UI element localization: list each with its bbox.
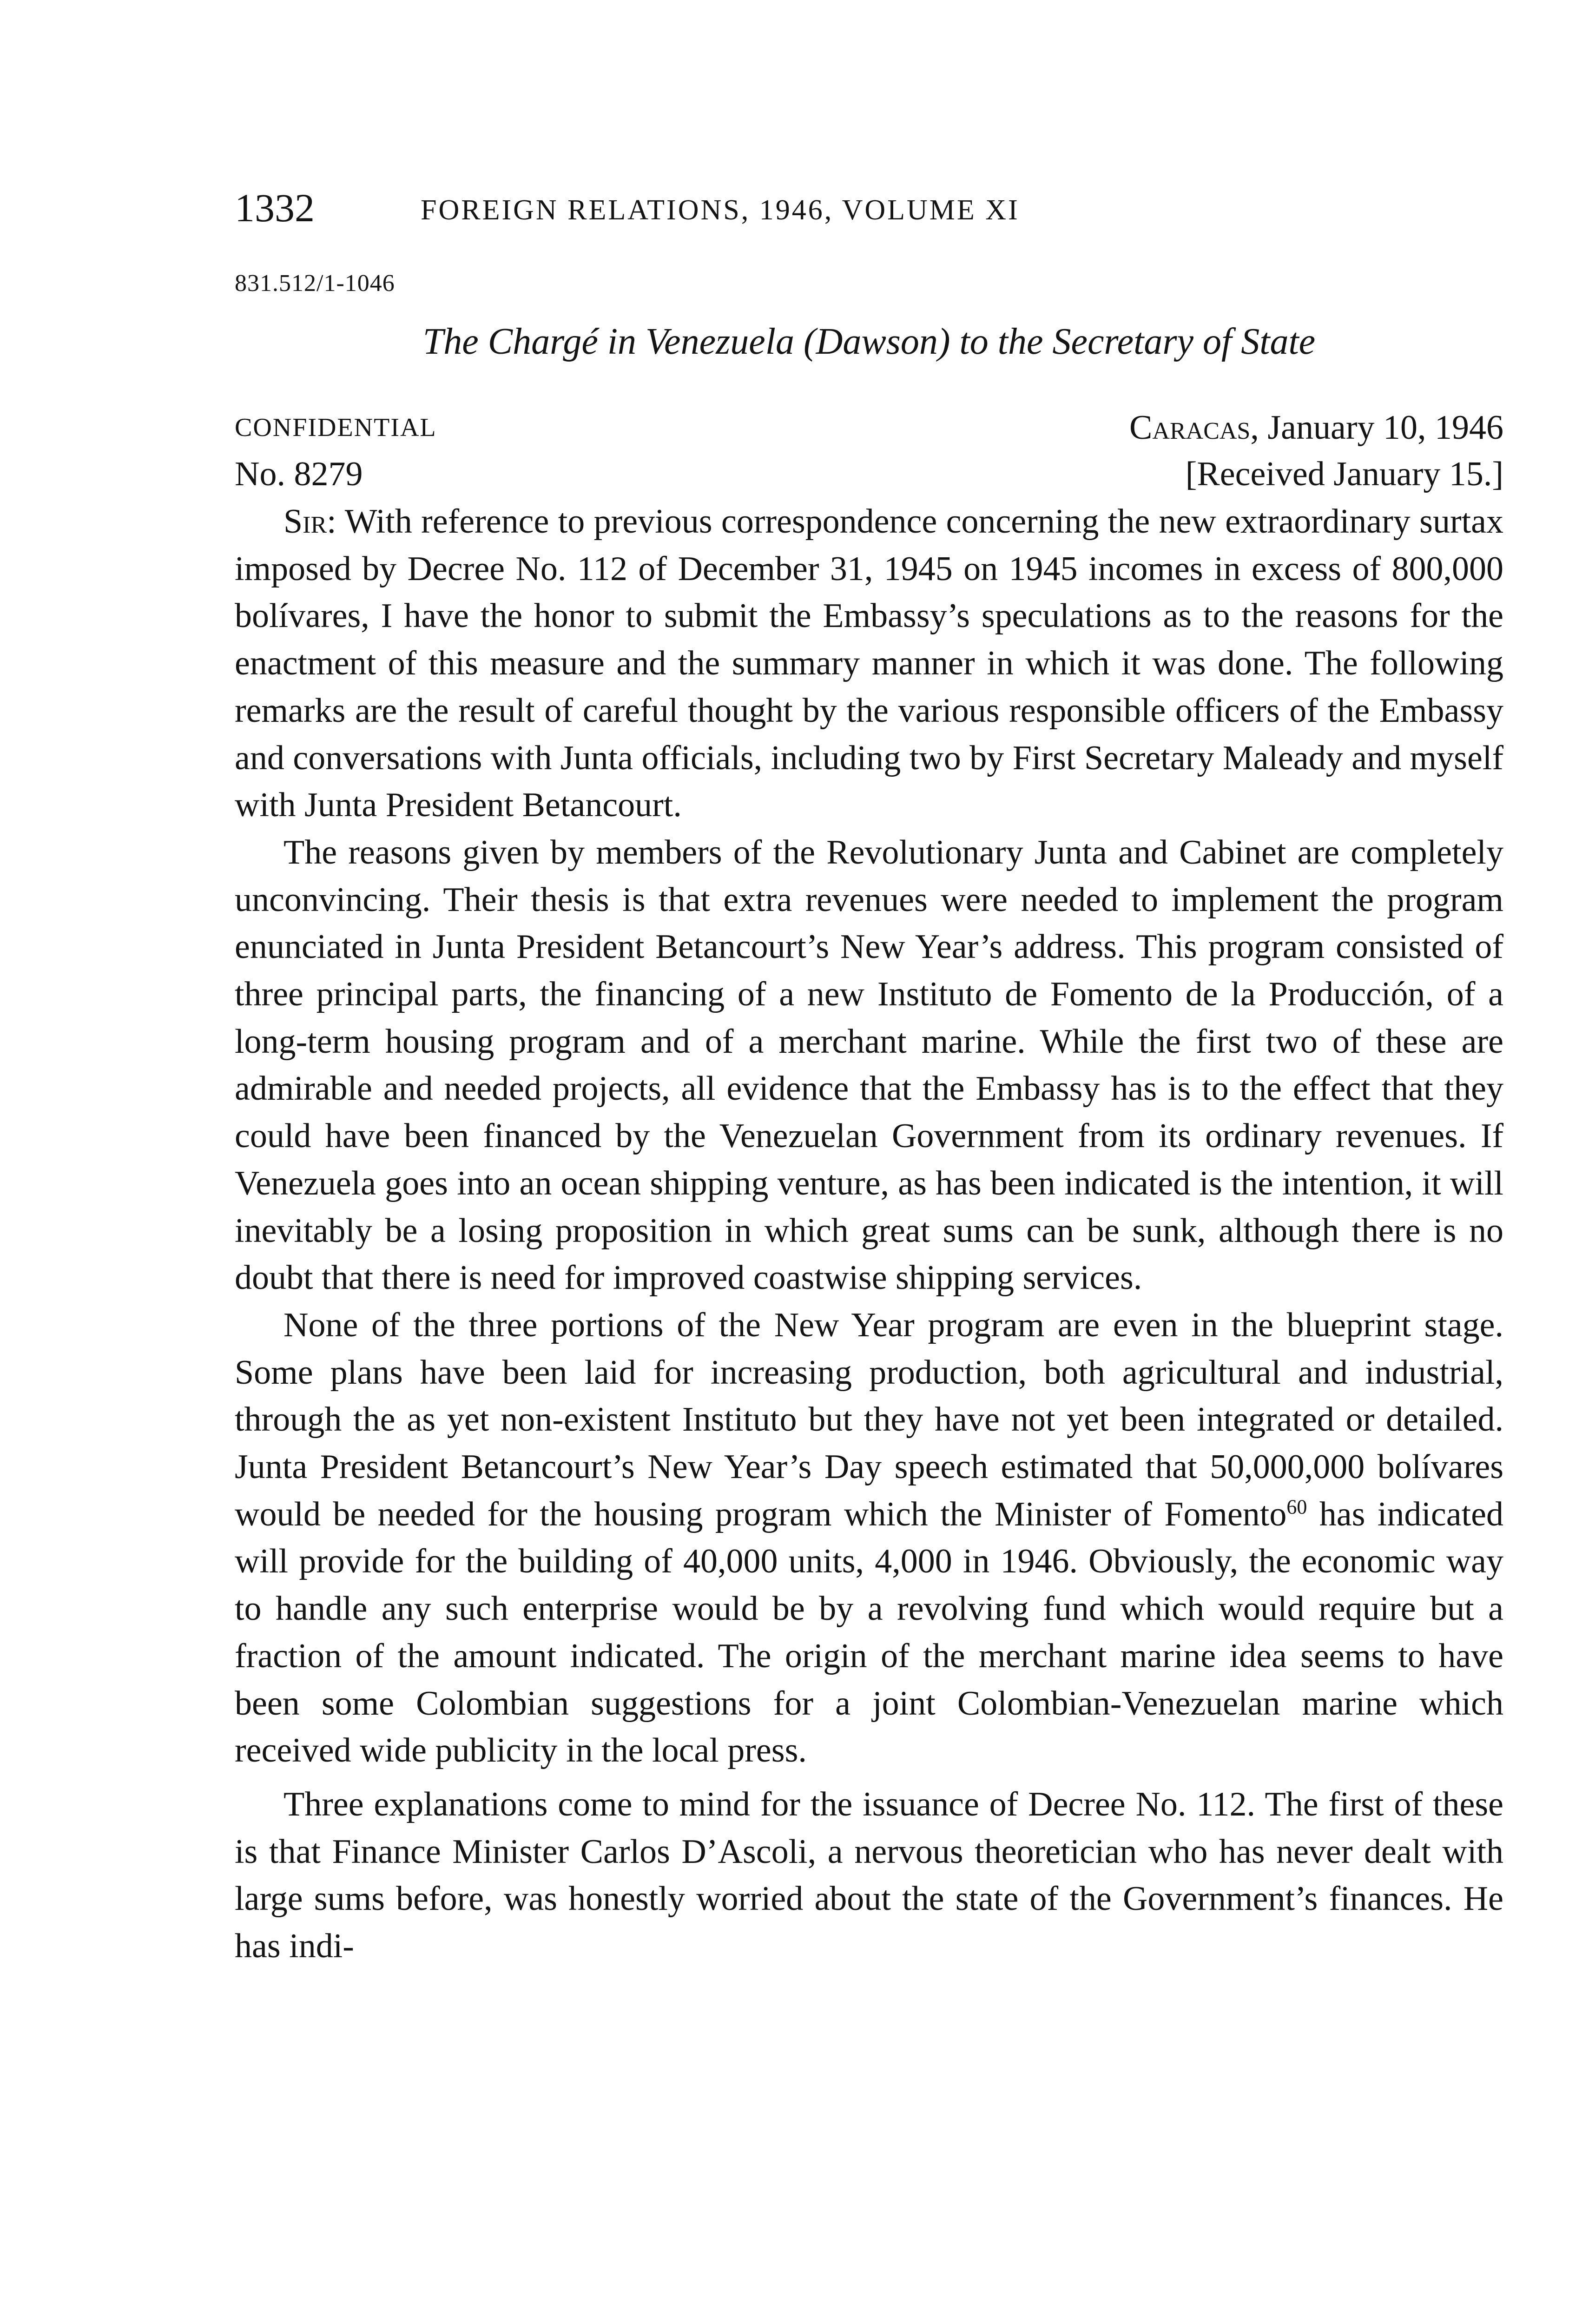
page-number: 1332: [235, 185, 315, 230]
paragraph-1-text: : With reference to previous correspondence concerning the new extraordinary surtax imposed by Decree No. 112 of December 31, 1945 on 1945 incomes in excess of 800,000 bolívares, I have the honor to submit the Embassy’s speculations as to the reasons for the enactment of this measure and the summary manner in which it was done. The following remarks are the result of careful thought by the various responsible officers of the Embassy and conversations with Junta officials, including two by First Secretary Maleady and myself with Junta President Betancourt.: [235, 502, 1503, 825]
paragraph-4: Three explanations come to mind for the issuance of Decree No. 112. The first of these is that Finance Minister Carlos D’Ascoli, a nervous theoretician who has never dealt with large sums before, was honestly worried about the state of the Government’s finances. He has indi-: [235, 1785, 1503, 1966]
document-title: The Chargé in Venezuela (Dawson) to the Secretary of State: [422, 321, 1316, 362]
salutation: Sir: [283, 502, 327, 541]
received-date: [Received January 15.]: [1185, 455, 1503, 493]
running-title: FOREIGN RELATIONS, 1946, VOLUME XI: [421, 194, 1020, 226]
classification-label: CONFIDENTIAL: [235, 413, 437, 442]
letter-body: [235, 498, 1503, 1970]
page-header: [235, 182, 1276, 233]
footnote-reference[interactable]: 60: [1286, 1495, 1307, 1519]
document-number: No. 8279: [235, 455, 363, 493]
paragraph-2: The reasons given by members of the Revolutionary Junta and Cabinet are completely unconvincing. Their thesis is that extra revenues were needed to implement the program enunciated in Junta President Betancourt’s New Year’s address. This program consisted of three principal parts, the financing of a new Instituto de Fomento de la Producción, of a long-term housing program and of a merchant marine. While the first two of these are admirable and needed projects, all evidence that the Embassy has is to the effect that they could have been financed by the Venezuelan Government from its ordinary revenues. If Venezuela goes into an ocean shipping venture, as has been indicated is the intention, it will inevitably be a losing proposition in which great sums can be sunk, although there is no doubt that there is need for improved coastwise shipping services.: [235, 833, 1503, 1297]
file-number: 831.512/1-1046: [235, 270, 395, 297]
date: , January 10, 1946: [1250, 409, 1503, 447]
paragraph-3: [235, 1302, 1503, 1775]
place: Caracas: [1129, 409, 1251, 447]
paragraph-3-text-b: has indicated will provide for the building of 40,000 units, 4,000 in 1946. Obviously, the economic way to handle any such enterprise would be by a revolving fund which would require but a fraction of the amount indicated. The origin of the merchant marine idea seems to have been some Colombian suggestions for a joint Colombian-Venezuelan marine which received wide publicity in the local press.: [235, 1495, 1504, 1770]
classification-date-row: [235, 404, 1503, 451]
paragraph-1: [235, 498, 1503, 829]
place-date: [1129, 404, 1503, 451]
paragraph-3-text-a: None of the three portions of the New Year program are even in the blueprint stage. Some plans have been laid for increasing production, both agricultural and industrial, through the as yet non-existent Instituto but they have not yet been integrated or detailed. Junta President Betancourt’s New Year’s Day speech estimated that 50,000,000 bolívares would be needed for the housing program which the Minister of Fomento: [235, 1306, 1503, 1533]
number-received-row: [235, 451, 1503, 497]
